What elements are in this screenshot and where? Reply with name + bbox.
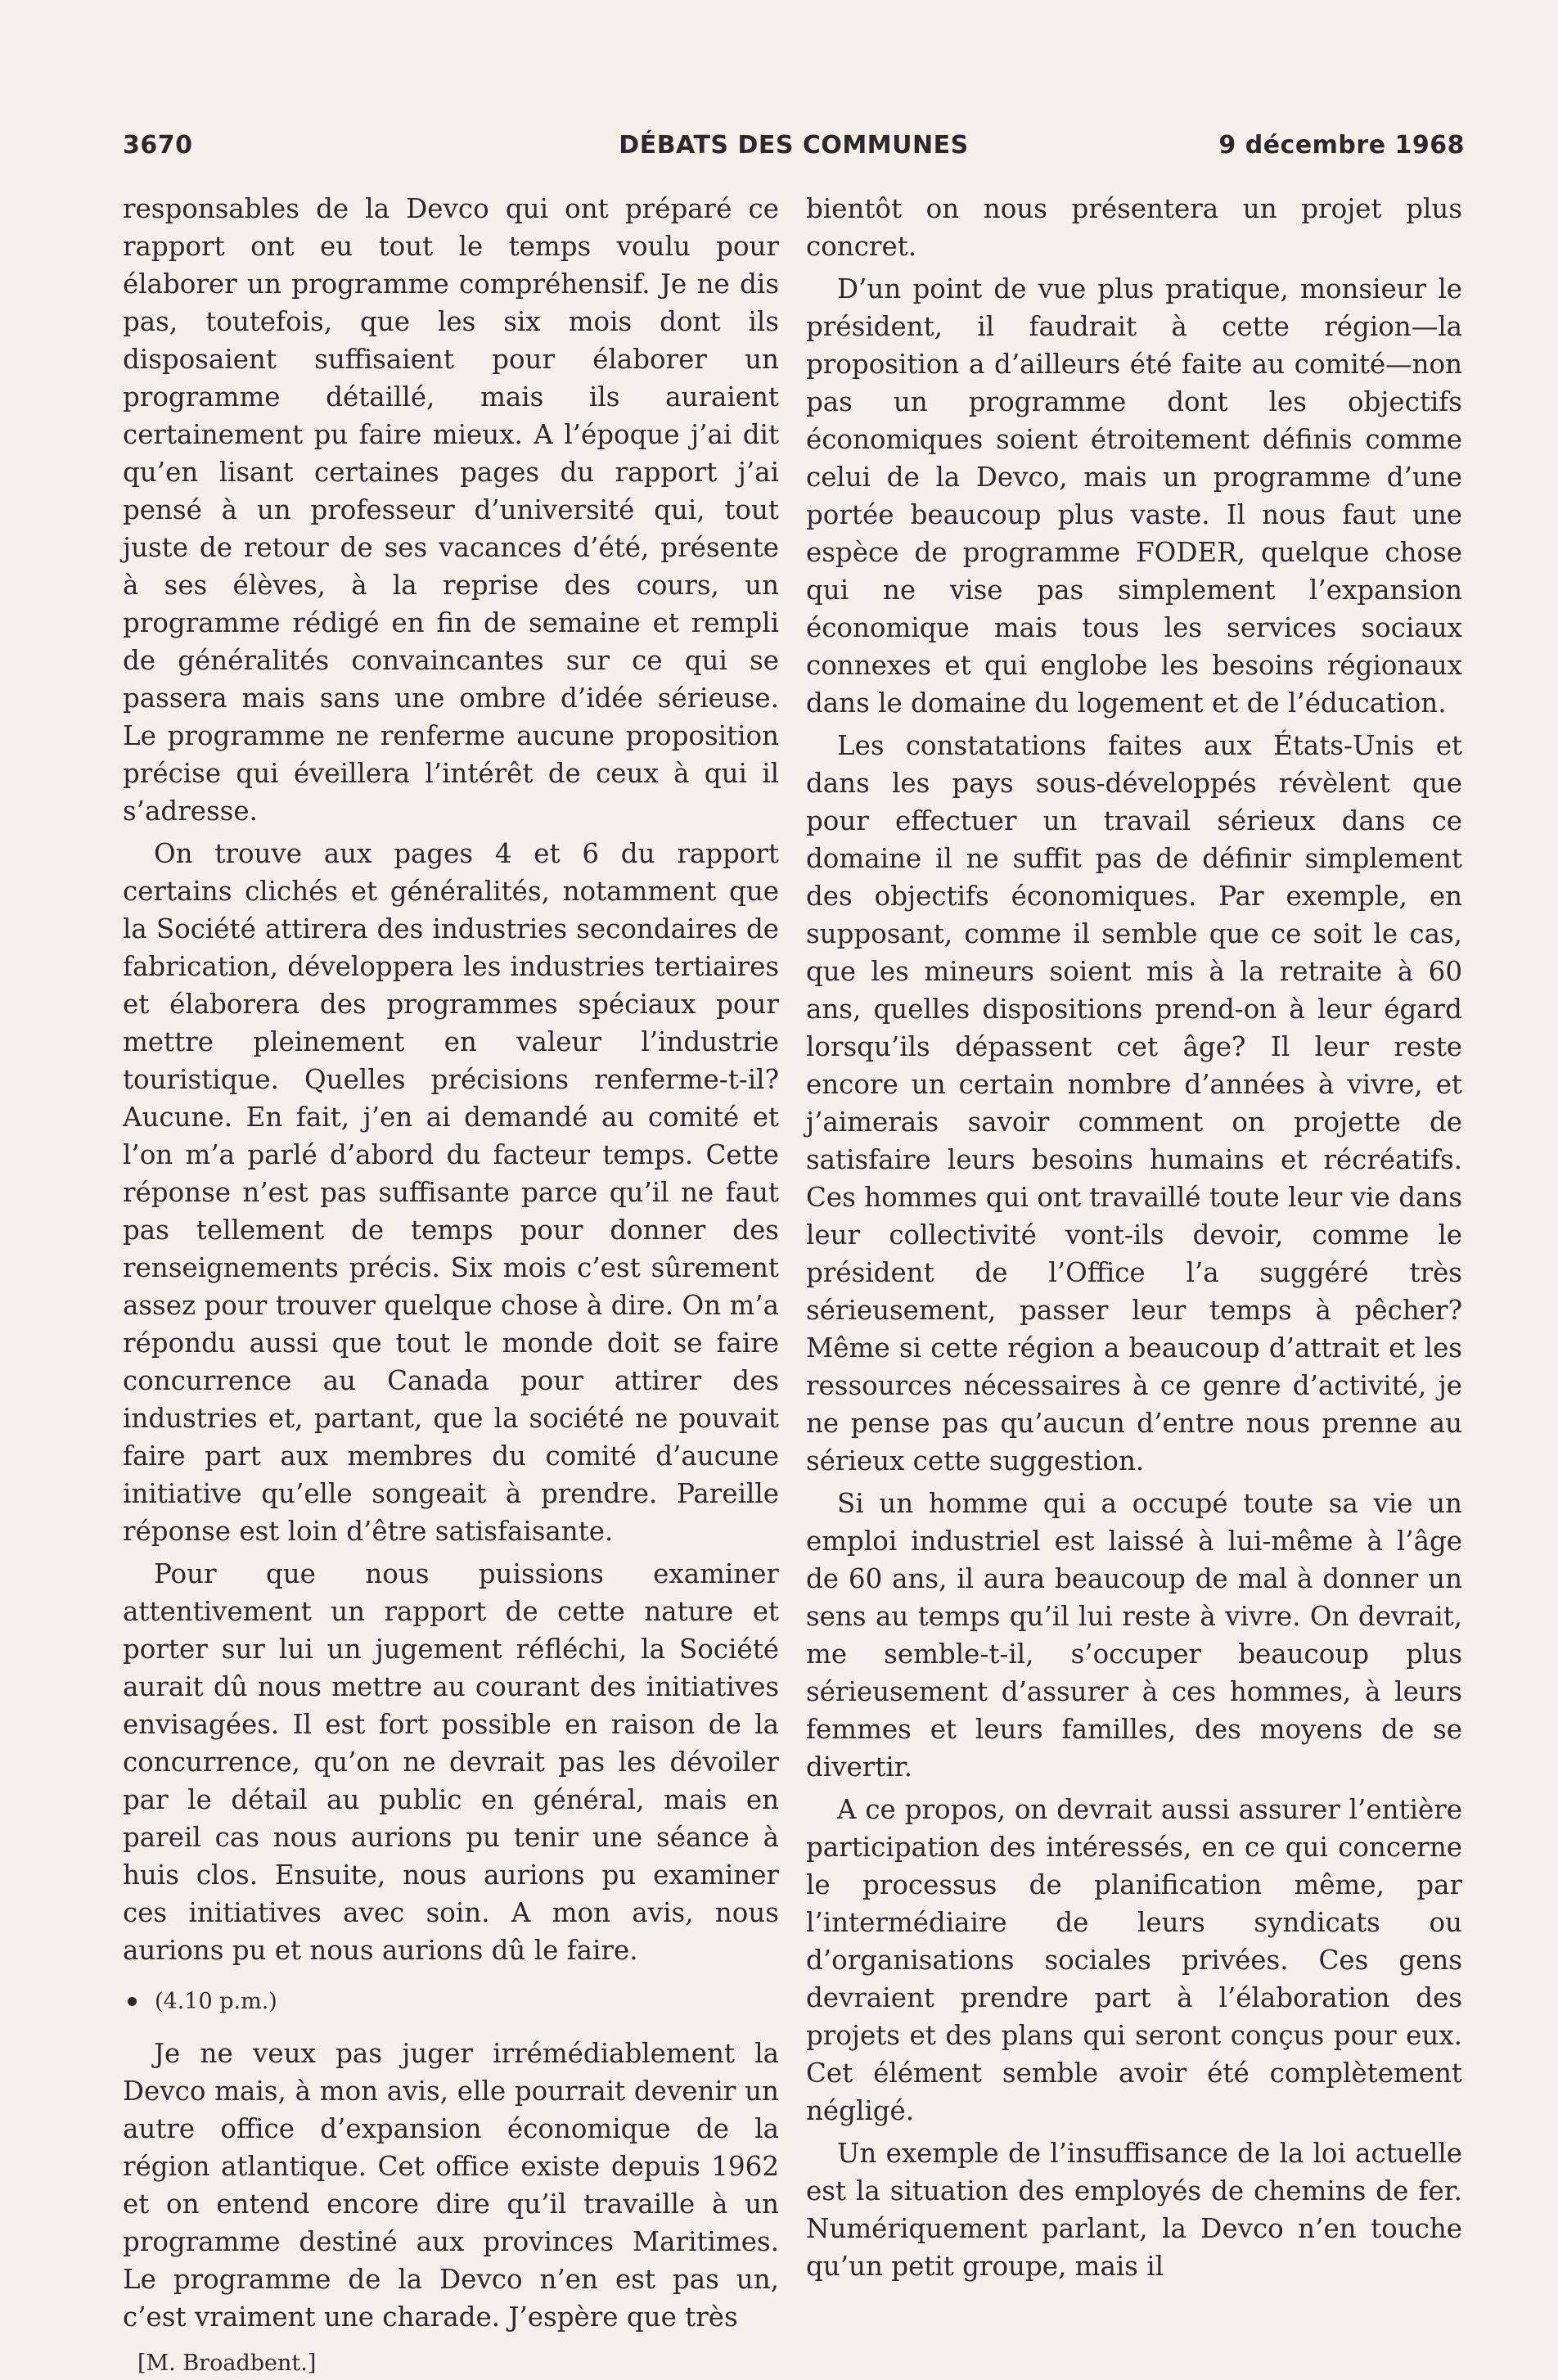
page-number: 3670 xyxy=(123,131,193,160)
right-column xyxy=(806,190,1462,2285)
time-marker xyxy=(123,1986,779,2018)
paragraph: Les constatations faites aux États-Unis et dans les pays sous-développés révèlent que pour effectuer un travail sérieux dans ce domaine il ne suffit pas de définir simplement des objectifs économiques. Par exemple, en supposant, comme il semble que ce soit le cas, que les mineurs soient mis à la retraite à 60 ans, quelles dispositions prend-on à leur égard lorsqu’ils dépassent cet âge? Il leur reste encore un certain nombre d’années à vivre, et j’aimerais savoir comment on projette de satisfaire leurs besoins humains et récréatifs. Ces hommes qui ont travaillé toute leur vie dans leur collectivité vont-ils devoir, comme le président de l’Office l’a suggéré très sérieusement, passer leur temps à pêcher? Même si cette région a beaucoup d’attrait et les ressources nécessaires à ce genre d’activité, je ne pense pas qu’aucun d’entre nous prenne au sérieux cette suggestion. xyxy=(806,730,1462,1476)
bullet-icon xyxy=(128,1997,137,2006)
paragraph: Je ne veux pas juger irrémédiablement la Devco mais, à mon avis, elle pourrait devenir un autre office d’expansion économique de la région atlantique. Cet office existe depuis 1962 et on entend encore dire qu’il travaille à un programme destiné aux provinces Maritimes. Le programme de la Devco n’en est pas un, c’est vraiment une charade. J’espère que très xyxy=(123,2038,779,2333)
page-date: 9 décembre 1968 xyxy=(1218,131,1465,160)
paragraph: A ce propos, on devrait aussi assurer l’entière participation des intéressés, en ce qui concerne le processus de planification même, par l’intermédiaire de leurs syndicats ou d’organisations sociales privées. Ces gens devraient prendre part à l’élaboration des projets et des plans qui seront conçus pour eux. Cet élément semble avoir été complètement négligé. xyxy=(806,1794,1462,2126)
paragraph: D’un point de vue plus pratique, monsieur le président, il faudrait à cette région—la proposition a d’ailleurs été faite au comité—non pas un programme dont les objectifs économiques soient étroitement définis comme celui de la Devco, mais un programme d’une portée beaucoup plus vaste. Il nous faut une espèce de programme FODER, quelque chose qui ne vise pas simplement l’expansion économique mais tous les services sociaux connexes et qui englobe les besoins régionaux dans le domaine du logement et de l’éducation. xyxy=(806,273,1462,719)
paragraph: Pour que nous puissions examiner attentivement un rapport de cette nature et porter sur lui un jugement réfléchi, la Société aurait dû nous mettre au courant des initiatives envisagées. Il est fort possible en raison de la concurrence, qu’on ne devrait pas les dévoiler par le détail au public en général, mais en pareil cas nous aurions pu tenir une séance à huis clos. Ensuite, nous aurions pu examiner ces initiatives avec soin. A mon avis, nous aurions pu et nous aurions dû le faire. xyxy=(123,1558,779,1966)
time-marker-text: (4.10 p.m.) xyxy=(155,1989,277,2014)
paragraph: bientôt on nous présentera un projet plus concret. xyxy=(806,193,1462,262)
speaker-attribution: [M. Broadbent.] xyxy=(137,2351,317,2376)
left-column xyxy=(123,190,779,2380)
journal-title: DÉBATS DES COMMUNES xyxy=(619,131,969,160)
paragraph: Si un homme qui a occupé toute sa vie un emploi industriel est laissé à lui-même à l’âge de 60 ans, il aura beaucoup de mal à donner un sens au temps qu’il lui reste à vivre. On devrait, me semble-t-il, s’occuper beaucoup plus sérieusement d’assurer à ces hommes, à leurs femmes et leurs familles, des moyens de se divertir. xyxy=(806,1488,1462,1783)
paragraph: On trouve aux pages 4 et 6 du rapport certains clichés et généralités, notamment que la Société attirera des industries secondaires de fabrication, développera les industries tertiaires et élaborera des programmes spéciaux pour mettre pleinement en valeur l’industrie touristique. Quelles précisions renferme-t-il? Aucune. En fait, j’en ai demandé au comité et l’on m’a parlé d’abord du facteur temps. Cette réponse n’est pas suffisante parce qu’il ne faut pas tellement de temps pour donner des renseignements précis. Six mois c’est sûrement assez pour trouver quelque chose à dire. On m’a répondu aussi que tout le monde doit se faire concurrence au Canada pour attirer des industries et, partant, que la société ne pouvait faire part aux membres du comité d’aucune initiative qu’elle songeait à prendre. Pareille réponse est loin d’être satisfaisante. xyxy=(123,838,779,1547)
paragraph: responsables de la Devco qui ont préparé ce rapport ont eu tout le temps voulu pour élaborer un programme compréhensif. Je ne dis pas, toutefois, que les six mois dont ils disposaient suffisaient pour élaborer un programme détaillé, mais ils auraient certainement pu faire mieux. A l’époque j’ai dit qu’en lisant certaines pages du rapport j’ai pensé à un professeur d’université qui, tout juste de retour de ses vacances d’été, présente à ses élèves, à la reprise des cours, un programme rédigé en fin de semaine et rempli de généralités convaincantes sur ce qui se passera mais sans une ombre d’idée sérieuse. Le programme ne renferme aucune proposition précise qui éveillera l’intérêt de ceux à qui il s’adresse. xyxy=(123,193,779,827)
page-header xyxy=(123,123,1465,169)
paragraph: Un exemple de l’insuffisance de la loi actuelle est la situation des employés de chemins de fer. Numériquement parlant, la Devco n’en touche qu’un petit groupe, mais il xyxy=(806,2138,1462,2282)
